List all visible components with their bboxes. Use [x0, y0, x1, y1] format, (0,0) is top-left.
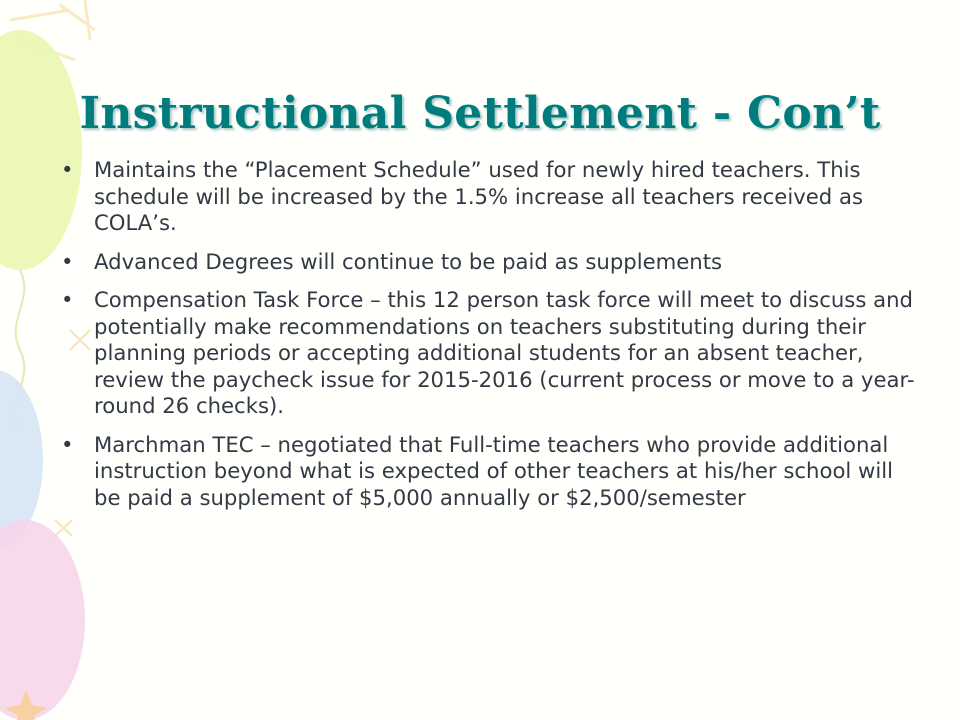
page-title: Instructional Settlement - Con’t: [79, 88, 881, 139]
bullet-text: Advanced Degrees will continue to be paid as supplements: [94, 248, 723, 274]
bullet-icon: •: [61, 248, 74, 274]
bullet-item: [56, 432, 926, 512]
bullet-icon: •: [61, 287, 74, 312]
bullet-text: Marchman TEC – negotiated that Full-time teachers who provide additional instruction beyond what is expected of other teachers at his/her school will be paid a supplement of $5,000 annually or $2,500/semester: [94, 431, 894, 510]
bullet-text: Maintains the “Placement Schedule” used for newly hired teachers. This schedule will be increased by the 1.5% increase all teachers received as COLA’s.: [94, 157, 863, 235]
bullet-text: Compensation Task Force – this 12 person task force will meet to discuss and potentially make recommendations on teachers substituting during their planning periods or accepting additional students for an absent teacher, review the paycheck issue for 2015-2016 (current process or move to a year-round 26 checks).: [94, 287, 915, 418]
bullet-icon: •: [61, 431, 74, 457]
bullet-icon: •: [61, 157, 74, 182]
bullet-list: [56, 157, 926, 523]
bullet-item: [56, 157, 926, 237]
bullet-item: [56, 287, 926, 420]
bullet-item: [56, 249, 926, 276]
pink-balloon-icon: [0, 520, 85, 720]
